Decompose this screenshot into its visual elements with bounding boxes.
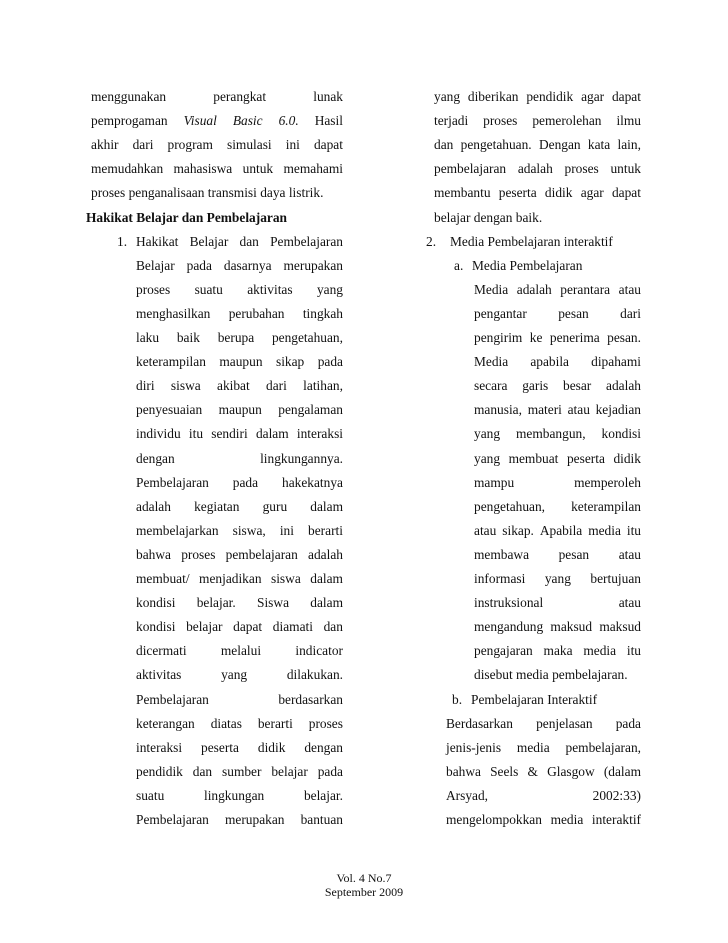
item1-line: keterampilan maupun sikap pada bbox=[136, 354, 343, 370]
item1-line: keterangan diatas berarti proses bbox=[136, 715, 343, 731]
item1-line: interaksi peserta didik dengan bbox=[136, 739, 343, 755]
left-intro-line: memudahkan mahasiswa untuk memahami bbox=[91, 161, 343, 177]
item1-line: Pembelajaran merupakan bantuan bbox=[136, 812, 343, 827]
item1-line: membelajarkan siswa, ini berarti bbox=[136, 522, 343, 538]
item1-line: Pembelajaran berdasarkan bbox=[136, 691, 343, 707]
item1-line: proses suatu aktivitas yang bbox=[136, 281, 343, 297]
item2-title: Media Pembelajaran interaktif bbox=[450, 233, 613, 249]
sub-b-line: Berdasarkan penjelasan pada bbox=[446, 715, 641, 731]
item1-line: Pembelajaran pada hakekatnya bbox=[136, 474, 343, 490]
right-intro-line: pembelajaran adalah proses untuk bbox=[434, 161, 641, 177]
sub-a-line: Media adalah perantara atau bbox=[474, 281, 641, 297]
sub-a-line: yang membangun, kondisi bbox=[474, 426, 641, 442]
sub-a-line: informasi yang bertujuan bbox=[474, 571, 641, 586]
left-intro-line: akhir dari program simulasi ini dapat bbox=[91, 137, 343, 153]
item1-line: Belajar pada dasarnya merupakan bbox=[136, 257, 343, 273]
item1-line: individu itu sendiri dalam interaksi bbox=[136, 426, 343, 442]
sub-a-line: mengandung maksud maksud bbox=[474, 619, 641, 635]
item1-line: menghasilkan perubahan tingkah bbox=[136, 305, 343, 321]
sub-a-marker: a. bbox=[454, 257, 464, 273]
sub-a-line: mampu memperoleh bbox=[474, 474, 641, 490]
item1-line: penyesuaian maupun pengalaman bbox=[136, 402, 343, 418]
item1-line: dicermati melalui indicator bbox=[136, 643, 343, 659]
right-intro-line: membantu peserta didik agar dapat bbox=[434, 185, 641, 201]
item1-line: diri siswa akibat dari latihan, bbox=[136, 378, 343, 394]
section-heading: Hakikat Belajar dan Pembelajaran bbox=[86, 209, 287, 225]
item1-line: kondisi belajar dapat diamati dan bbox=[136, 619, 343, 635]
item1-line: laku baik berupa pengetahuan, bbox=[136, 330, 343, 345]
item1-line: dengan lingkungannya. bbox=[136, 450, 343, 466]
right-intro-line: terjadi proses pemerolehan ilmu bbox=[434, 113, 641, 129]
item1-line: adalah kegiatan guru dalam bbox=[136, 498, 343, 514]
sub-a-line: pengantar pesan dari bbox=[474, 305, 641, 321]
right-intro-line: yang diberikan pendidik agar dapat bbox=[434, 89, 641, 104]
sub-b-marker: b. bbox=[452, 691, 463, 707]
item1-title: Hakikat Belajar dan Pembelajaran bbox=[136, 233, 343, 249]
sub-a-line: secara garis besar adalah bbox=[474, 378, 641, 394]
sub-b-line: Arsyad, 2002:33) bbox=[446, 787, 641, 803]
item1-line: membuat/ menjadikan siswa dalam bbox=[136, 571, 343, 586]
right-intro-line: belajar dengan baik. bbox=[434, 209, 543, 225]
sub-a-line: pengirim ke penerima pesan. bbox=[474, 330, 641, 345]
left-intro-line: pemprogaman Visual Basic 6.0. Hasil bbox=[91, 113, 343, 129]
sub-a-line: disebut media pembelajaran. bbox=[474, 667, 628, 683]
left-intro-line: menggunakan perangkat lunak bbox=[91, 89, 343, 104]
sub-a-line: yang membuat peserta didik bbox=[474, 450, 641, 466]
item1-line: kondisi belajar. Siswa dalam bbox=[136, 595, 343, 611]
item1-line: aktivitas yang dilakukan. bbox=[136, 667, 343, 683]
sub-b-title: Pembelajaran Interaktif bbox=[471, 691, 598, 707]
item1-marker: 1. bbox=[117, 233, 128, 249]
footer-date: September 2009 bbox=[324, 885, 404, 899]
right-intro-line: dan pengetahuan. Dengan kata lain, bbox=[434, 137, 641, 153]
sub-a-line: membawa pesan atau bbox=[474, 546, 641, 562]
sub-a-line: manusia, materi atau kejadian bbox=[474, 402, 641, 418]
sub-a-line: pengajaran maka media itu bbox=[474, 643, 641, 659]
sub-a-line: pengetahuan, keterampilan bbox=[474, 498, 641, 514]
item1-line: pendidik dan sumber belajar pada bbox=[136, 763, 343, 779]
item1-line: suatu lingkungan belajar. bbox=[136, 787, 343, 803]
sub-a-title: Media Pembelajaran bbox=[472, 257, 583, 273]
footer-volume: Vol. 4 No.7 bbox=[336, 871, 392, 885]
sub-a-line: atau sikap. Apabila media itu bbox=[474, 522, 641, 538]
sub-a-line: Media apabila dipahami bbox=[474, 354, 641, 370]
item1-line: bahwa proses pembelajaran adalah bbox=[136, 546, 343, 562]
left-intro-line: proses penganalisaan transmisi daya listrik. bbox=[91, 185, 324, 201]
sub-b-line: jenis-jenis media pembelajaran, bbox=[446, 739, 641, 755]
sub-b-line: bahwa Seels & Glasgow (dalam bbox=[446, 763, 641, 779]
sub-a-line: instruksional atau bbox=[474, 595, 641, 611]
item2-marker: 2. bbox=[426, 233, 437, 249]
sub-b-line: mengelompokkan media interaktif bbox=[446, 812, 641, 827]
